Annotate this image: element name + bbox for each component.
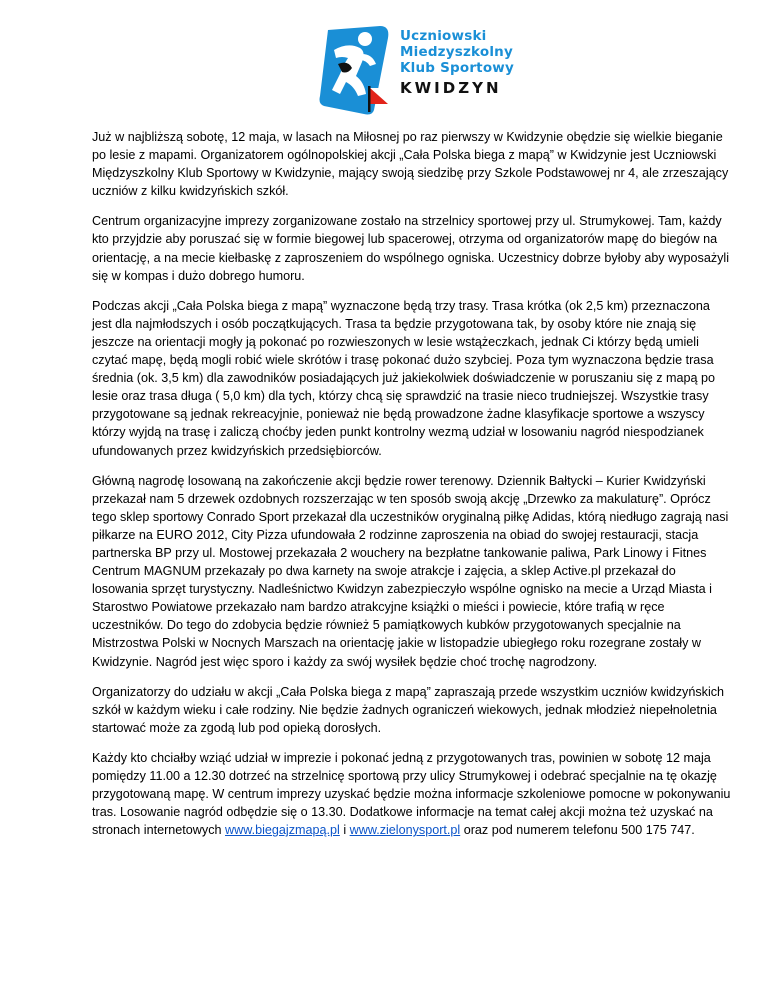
- paragraph-center: Centrum organizacyjne imprezy zorganizowane zostało na strzelnicy sportowej przy ul. Strumykowej. Tam, każdy kto przyjdzie aby poruszać się w formie biegowej lub spacerowej, otrzyma od organizatorów mapę do biegów na orientację, a na mecie kiełbaskę z zaproszeniem do wspólnego ogniska. Uczestnicy dobrze byłoby aby wyposażyli się w kompas i dużo dobrego humoru.: [92, 214, 730, 283]
- paragraph-intro: Już w najbliższą sobotę, 12 maja, w lasach na Miłosnej po raz pierwszy w Kwidzynie obędzie się wielkie bieganie po lesie z mapami. Organizatorem ogólnopolskiej akcji „Cała Polska biega z mapą” w Kwidzynie jest Uczniowski Międzyszkolny Klub Sportowy w Kwidzynie, mający swoją siedzibę przy Szkole Podstawowej nr 4, ale zrzeszający uczniów z kilku kwidzyńskich szkół.: [92, 130, 729, 199]
- article-body: [92, 128, 732, 851]
- paragraph-details: [92, 749, 732, 839]
- paragraph-invitation: Organizatorzy do udziału w akcji „Cała Polska biega z mapą” zapraszają przede wszystkim uczniów kwidzyńskich szkół w każdym wieku i całe rodziny. Nie będzie żadnych ograniczeń wiekowych, jednak młodzież niepełnoletnia startować może za zgodą lub pod opieką dorosłych.: [92, 684, 725, 735]
- details-text-before: Każdy kto chciałby wziąć udział w imprezie i pokonać jedną z przygotowanych tras, powinien w sobotę 12 maja pomiędzy 11.00 a 12.30 dotrzeć na strzelnicę sportową przy ulicy Strumykowej i odebrać specjalnie na tę okazję przygotowaną mapę. W centrum imprezy uzyskać będzie można informacje szkoleniowe pomocne w pokonywaniu tras. Losowanie nagród odbędzie się o 13.30. Dodatkowe informacje na temat całej akcji można też uzyskać na stronach internetowych: [92, 750, 731, 838]
- paragraph-routes: Podczas akcji „Cała Polska biega z mapą” wyznaczone będą trzy trasy. Trasa krótka (ok 2,5 km) przeznaczona jest dla najmłodszych i osób początkujących. Trasa ta będzie przygotowana tak, by osoby które nie znają się jeszcze na orientacji mogły ją pokonać po rozwieszonych w lesie wstążeczkach, jednak Ci którzy będą umieli czytać mapę, będą mogli robić wiele skrótów i trasę pokonać dużo szybciej. Poza tym wyznaczona będzie trasa średnia (ok. 3,5 km) dla zawodników posiadających już jakiekolwiek doświadczenie w poruszaniu się z mapą po lesie oraz trasa długa ( 5,0 km) dla tych, którzy chcą się sprawdzić na trasie nieco trudniejszej. Wszystkie trasy przygotowane są jednak rekreacyjnie, ponieważ nie będą prowadzone żadne klasyfikacje sportowe a wszyscy którzy wyjdą na trasę i zaliczą choćby jeden punkt kontrolny wezmą udział w losowaniu nagród niespodzianek ufundowanych przez kwidzyńskich przedsiębiorców.: [92, 298, 716, 458]
- club-logo: [318, 24, 518, 116]
- club-name-line-2: Miedzyszkolny: [400, 44, 513, 60]
- details-text-between: i: [339, 823, 350, 838]
- club-name: [400, 28, 514, 96]
- club-name-line-3: Klub Sportowy: [400, 60, 514, 76]
- link-zielonysport[interactable]: www.zielonysport.pl: [349, 823, 461, 838]
- details-text-after: oraz pod numerem telefonu 500 175 747.: [460, 823, 695, 838]
- runner-logo-icon: [318, 24, 398, 116]
- paragraph-prizes: Główną nagrodę losowaną na zakończenie akcji będzie rower terenowy. Dziennik Bałtycki – Kurier Kwidzyński przekazał nam 5 drzewek ozdobnych rozszerzając w ten sposób swoją akcję „Drzewko za makulaturę”. Oprócz tego sklep sportowy Conrado Sport przekazał dla uczestników oryginalną piłkę Adidas, którą niedługo zagrają nasi piłkarze na EURO 2012, City Pizza ufundowała 2 rodzinne zaproszenia na obiad do swojej restauracji, stacja partnerska BP przy ul. Mostowej przekazała 2 wouchery na bezpłatne tankowanie paliwa, Park Linowy i Fitnes Centrum MAGNUM przekazały po dwa karnety na swoje atrakcje i zajęcia, a sklep Active.pl przekazał do losowania sprzęt turystyczny. Nadleśnictwo Kwidzyn zabezpieczyło wspólne ognisko na mecie a Urząd Miasta i Starostwo Powiatowe przekazało nam bardzo atrakcyjne książki o mieści i powiecie, które trafią w ręce uczestników. Do tego do zdobycia będzie również 5 pamiątkowych kubków przygotowanych specjalnie na Mistrzostwa Polski w Nocnych Marszach na orientację jakie w listopadzie ubiegłego roku rozegrane zostały w Kwidzynie. Nagród jest więc sporo i każdy za swój wysiłek będzie choć trochę nagrodzony.: [92, 473, 729, 669]
- club-city: KWIDZYN: [400, 79, 502, 97]
- club-name-line-1: Uczniowski: [400, 28, 487, 44]
- link-biegajzmapa[interactable]: www.biegajzmapą.pl: [225, 823, 340, 838]
